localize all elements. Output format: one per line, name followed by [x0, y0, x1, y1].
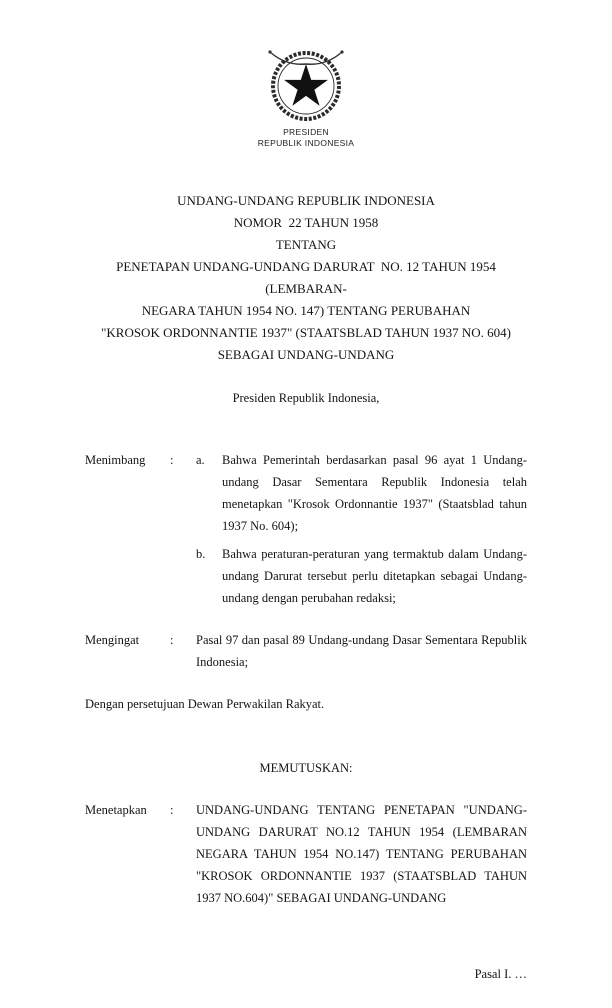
memutuskan-heading: MEMUTUSKAN: — [259, 761, 353, 775]
national-emblem — [256, 40, 356, 122]
menetapkan-text: UNDANG-UNDANG TENTANG PENETAPAN "UNDANG-UNDANG DARURAT NO.12 TAHUN 1954 (LEMBARAN NEGARA TAHUN 1954 NO.147) TENTANG PERUBAHAN "KROSOK ORDONNANTIE 1937 (STAATSBLAD TAHUN 1937 NO.604)" SEBAGAI UNDANG-UNDANG — [196, 803, 527, 905]
clause-colon: : — [170, 633, 174, 647]
title-line: "KROSOK ORDONNANTIE 1937" (STAATSBLAD TAHUN 1937 NO. 604) — [101, 325, 511, 340]
clause-colon: : — [170, 453, 174, 467]
clause-colon: : — [170, 803, 174, 817]
menimbang-body — [196, 449, 527, 609]
item-text-a: Bahwa Pemerintah berdasarkan pasal 96 ayat 1 Undang-undang Dasar Sementara Republik Indonesia telah menetapkan "Krosok Ordonnantie 1937" (Staatsblad tahun 1937 No. 604); — [222, 453, 527, 533]
page-catchword: Pasal I. … — [474, 967, 527, 981]
letterhead — [85, 127, 527, 148]
clause-label-menetapkan: Menetapkan — [85, 803, 147, 817]
title-line: UNDANG-UNDANG REPUBLIK INDONESIA — [177, 193, 435, 208]
clause-label-menimbang: Menimbang — [85, 453, 146, 467]
presidential-seal-icon — [256, 40, 356, 122]
salutation: Presiden Republik Indonesia, — [232, 391, 380, 405]
letterhead-republik-indonesia: REPUBLIK INDONESIA — [257, 137, 355, 148]
title-line: NEGARA TAHUN 1954 NO. 147) TENTANG PERUBAHAN — [141, 303, 471, 318]
item-text-b: Bahwa peraturan-peraturan yang termaktub dalam Undang-undang Darurat tersebut perlu ditetapkan sebagai Undang-undang dengan perubahan redaksi; — [222, 547, 527, 605]
title-line: PENETAPAN UNDANG-UNDANG DARURAT NO. 12 TAHUN 1954 (LEMBARAN- — [116, 259, 500, 296]
clause-menetapkan — [85, 799, 527, 909]
consideration-item-a — [196, 449, 527, 537]
mengingat-text: Pasal 97 dan pasal 89 Undang-undang Dasar Sementara Republik Indonesia; — [196, 633, 527, 669]
item-marker-b: b. — [196, 547, 206, 561]
title-line: SEBAGAI UNDANG-UNDANG — [217, 347, 395, 362]
title-line: TENTANG — [275, 237, 337, 252]
consideration-item-b — [196, 543, 527, 609]
agreement-line: Dengan persetujuan Dewan Perwakilan Rakyat. — [85, 697, 325, 711]
document-title — [85, 190, 527, 366]
clause-label-mengingat: Mengingat — [85, 633, 140, 647]
clause-menimbang — [85, 449, 527, 609]
letterhead-presiden: PRESIDEN — [283, 127, 329, 137]
item-marker-a: a. — [196, 453, 205, 467]
clause-mengingat — [85, 629, 527, 673]
title-line: NOMOR 22 TAHUN 1958 — [233, 215, 379, 230]
